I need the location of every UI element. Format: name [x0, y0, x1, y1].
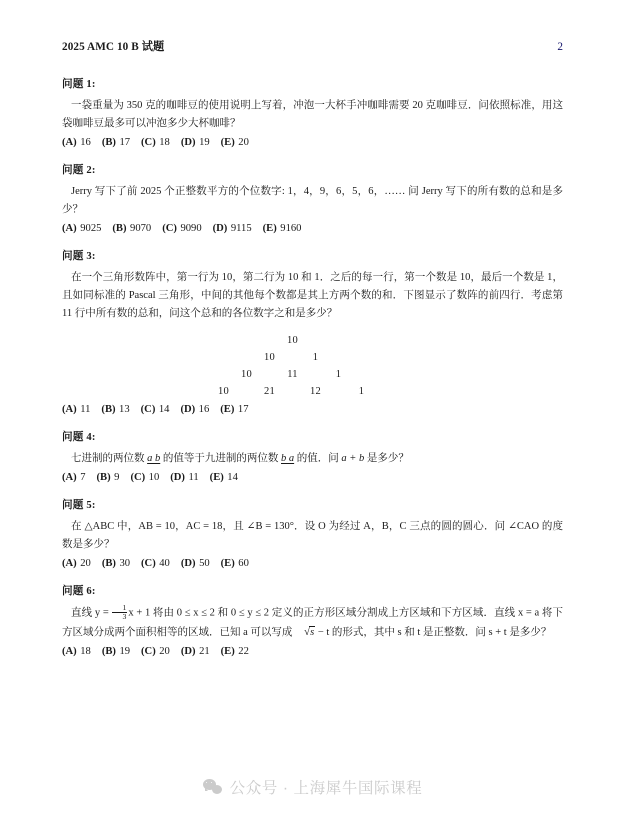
choice-b[interactable]: (B) 17	[101, 136, 131, 148]
problem-5	[62, 497, 563, 569]
stem-part-2: 的值等于九进制的两位数	[160, 452, 281, 464]
choice-b[interactable]: (B) 13	[101, 403, 130, 415]
header-title: 2025 AMC 10 B 试题	[62, 41, 165, 53]
choice-d[interactable]: (D) 19	[180, 136, 210, 148]
choice-a[interactable]: (A) 9025	[62, 222, 102, 234]
triangle-row-4: 10 21 12 1	[218, 385, 365, 397]
problem-2-choices	[62, 223, 563, 234]
problem-6-stem	[62, 604, 563, 642]
choice-e[interactable]: (E) 60	[220, 557, 249, 569]
choice-e[interactable]: (E) 22	[220, 645, 249, 657]
problem-6	[62, 583, 563, 656]
choice-b[interactable]: (B) 30	[101, 557, 131, 569]
choice-a[interactable]: (A) 18	[62, 645, 91, 657]
problem-1	[62, 76, 563, 148]
choice-b[interactable]: (B) 9070	[112, 222, 152, 234]
choice-e[interactable]: (E) 9160	[262, 222, 302, 234]
footer-text: 公众号 · 上海犀牛国际课程	[229, 780, 423, 797]
choice-d[interactable]: (D) 9115	[212, 222, 252, 234]
choice-c[interactable]: (C) 9090	[162, 222, 202, 234]
math-ba: b a	[281, 452, 295, 464]
problem-2-label: 问题 2:	[62, 165, 96, 177]
problem-5-stem: 在 △ABC 中，AB = 10，AC = 18，且 ∠B = 130°．设 O 为经过 A，B，C 三点的圆的圆心．问 ∠CAO 的度数是多少？	[62, 520, 563, 550]
problem-4-stem	[62, 450, 563, 468]
math-a-plus-b: a + b	[341, 452, 365, 464]
problem-5-choices	[62, 558, 563, 569]
pascal-triangle-figure	[62, 332, 563, 400]
problem-1-stem: 一袋重量为 350 克的咖啡豆的使用说明上写着，冲泡一大杯手冲咖啡需要 20 克咖啡豆．问依照标准，用这袋咖啡豆最多可以冲泡多少大杯咖啡？	[62, 99, 563, 129]
choice-d[interactable]: (D) 16	[180, 403, 210, 415]
problem-4	[62, 429, 563, 483]
problem-3-label: 问题 3:	[62, 251, 96, 263]
problem-2	[62, 162, 563, 234]
choice-a[interactable]: (A) 11	[62, 403, 91, 415]
choice-c[interactable]: (C) 40	[141, 557, 170, 569]
triangle-row-1: 10	[287, 334, 298, 346]
problem-3-stem: 在一个三角形数阵中，第一行为 10，第二行为 10 和 1．之后的每一行，第一个数是 10，最后一个数是 1，且如同标准的 Pascal 三角形，中间的其他每个数都是其上方两个数的和．下图显示了数阵的前四行．考虑第 11 行中所有数的总和，问这个总和的各位数字之和是多少？	[62, 271, 563, 319]
stem-part-1: 七进制的两位数	[71, 452, 148, 464]
page-header	[62, 38, 563, 56]
triangle-row-3: 10 11 1	[241, 368, 342, 380]
problem-1-label: 问题 1:	[62, 79, 96, 90]
choice-b[interactable]: (B) 19	[101, 645, 131, 657]
choice-a[interactable]: (A) 16	[62, 136, 91, 148]
problem-3	[62, 248, 563, 415]
problem-6-label: 问题 6:	[62, 586, 96, 598]
choice-b[interactable]: (B) 9	[96, 471, 120, 483]
problem-2-stem: Jerry 写下了前 2025 个正整数平方的个位数字: 1，4，9，6，5，6，…… 问 Jerry 写下的所有数的总和是多少？	[62, 185, 563, 215]
choice-d[interactable]: (D) 11	[170, 471, 199, 483]
math-ab: a b	[147, 452, 161, 464]
choice-e[interactable]: (E) 14	[209, 471, 238, 483]
choice-c[interactable]: (C) 10	[130, 471, 160, 483]
radical-sign: √	[304, 625, 311, 638]
choice-e[interactable]: (E) 17	[220, 403, 249, 415]
problem-6-choices	[62, 646, 563, 657]
choice-d[interactable]: (D) 50	[180, 557, 210, 569]
sqrt-s: √s	[304, 625, 315, 638]
choice-e[interactable]: (E) 20	[220, 136, 249, 148]
choice-a[interactable]: (A) 20	[62, 557, 91, 569]
problem-3-choices	[62, 404, 563, 415]
choice-c[interactable]: (C) 20	[141, 645, 170, 657]
problem-4-choices	[62, 472, 563, 483]
stem-part-4: 是多少？	[364, 452, 409, 464]
fraction-one-third: $\frac{1}{3}$	[112, 604, 127, 621]
problems-container	[62, 76, 563, 671]
problem-5-label: 问题 5:	[62, 500, 96, 512]
wechat-icon	[203, 779, 223, 796]
choice-a[interactable]: (A) 7	[62, 471, 86, 483]
triangle-row-2: 10 1	[264, 351, 319, 363]
choice-c[interactable]: (C) 18	[141, 136, 170, 148]
problem-1-choices	[62, 137, 563, 148]
stem-part-2: x + 1 将由 0 ≤ x ≤ 2 和 0 ≤ y ≤ 2 定义的正方形区域分割成上方区域和下方区域．直线 x = a 将下方区域分成两个面积相等的区域．已知 a 可以写成	[62, 607, 563, 638]
page-number: 2	[557, 41, 563, 53]
choice-c[interactable]: (C) 14	[140, 403, 170, 415]
stem-part-3: − t 的形式，其中 s 和 t 是正整数．问 s + t 是多少？	[315, 626, 552, 638]
stem-part-1: 直线 y =	[71, 607, 112, 619]
stem-part-3: 的值．问	[294, 452, 342, 464]
problem-4-label: 问题 4:	[62, 432, 96, 444]
choice-d[interactable]: (D) 21	[180, 645, 210, 657]
page-footer	[0, 776, 625, 798]
